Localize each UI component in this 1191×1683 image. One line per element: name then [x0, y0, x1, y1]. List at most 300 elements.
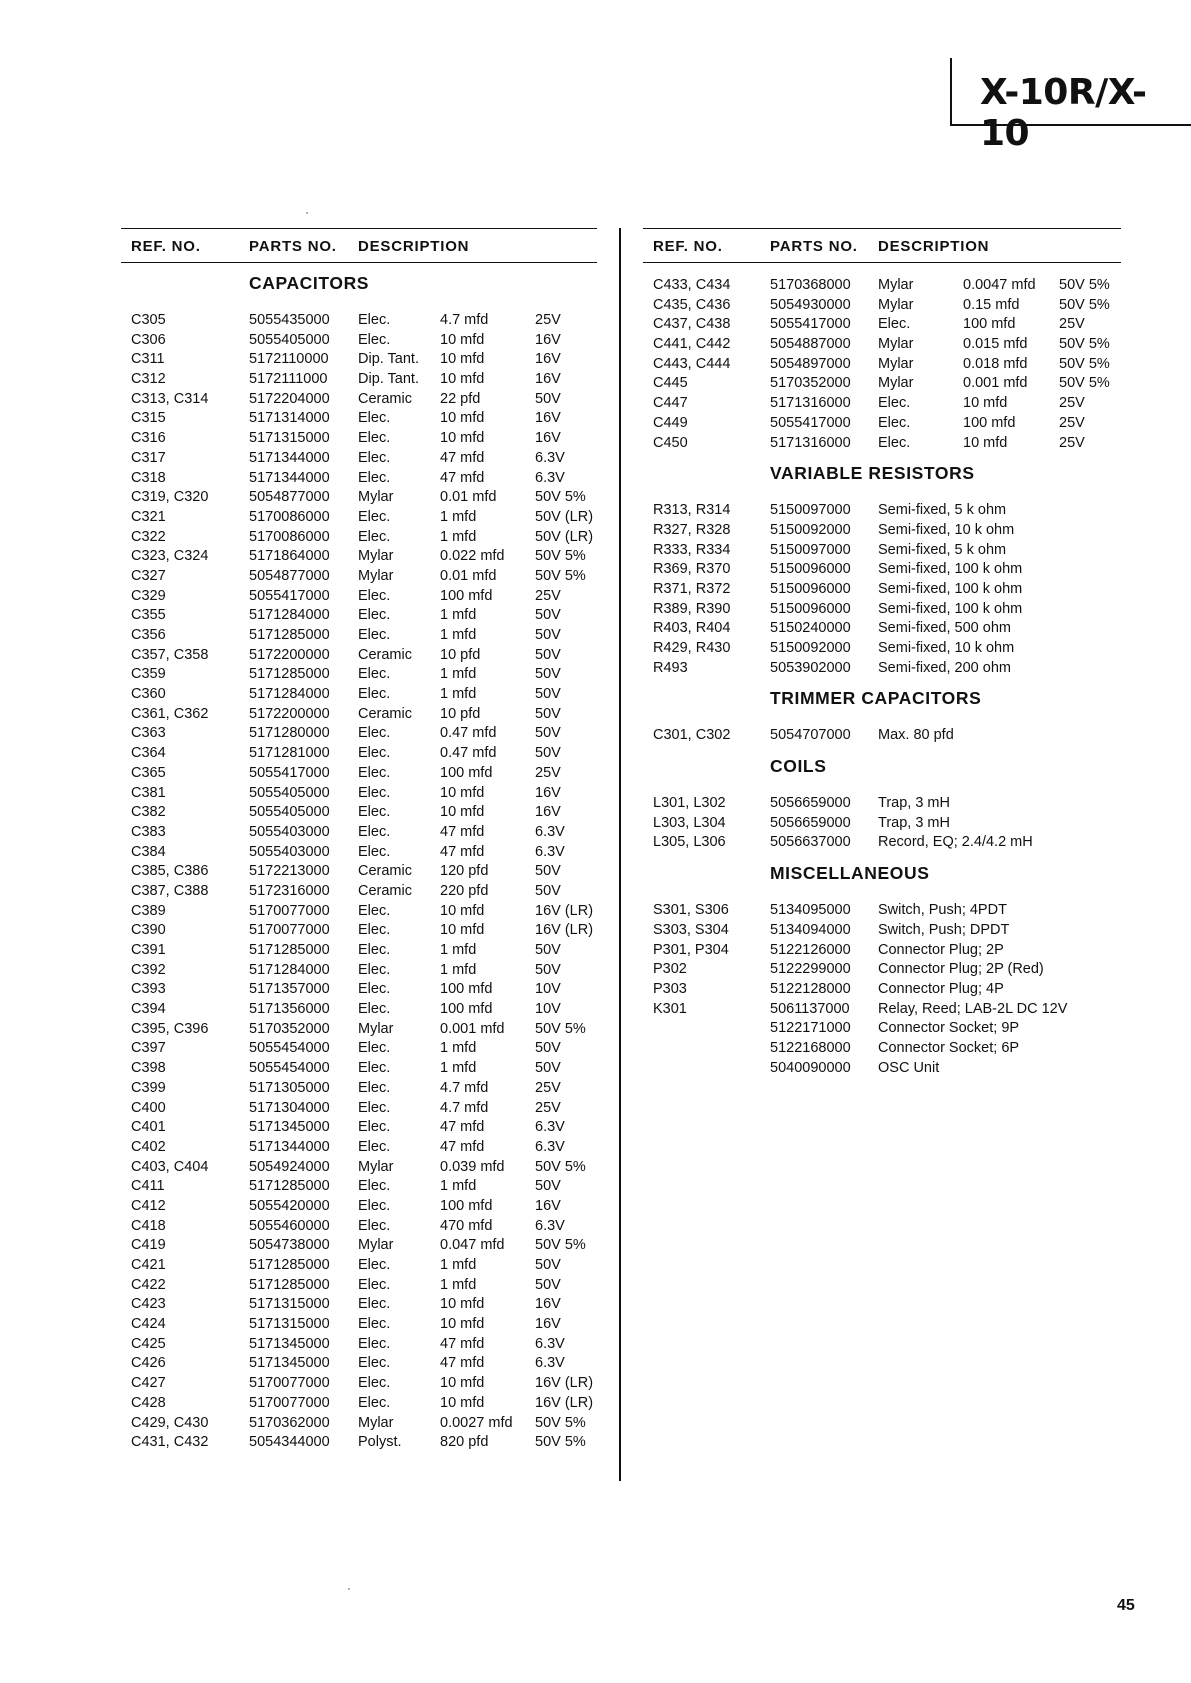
parts-row: [643, 901, 1121, 921]
type: Mylar: [878, 355, 914, 372]
ref-no: R389, R390: [653, 600, 731, 617]
parts-no: 5054738000: [249, 1237, 330, 1254]
parts-row: [121, 409, 597, 429]
parts-row: [643, 580, 1121, 600]
value: 4.7 mfd: [440, 312, 489, 328]
ref-no: S303, S304: [653, 921, 729, 938]
parts-row: [121, 1177, 597, 1197]
ref-no: C385, C386: [131, 863, 209, 880]
parts-row: [121, 1374, 597, 1394]
parts-row: [121, 1295, 597, 1315]
parts-no: 5172110000: [249, 351, 329, 368]
parts-no: 5171344000: [249, 469, 330, 486]
value: 47 mfd: [440, 1355, 485, 1372]
rating: 50V: [535, 607, 561, 624]
parts-no-header: PARTS NO.: [249, 238, 337, 255]
ref-no: C435, C436: [653, 296, 731, 313]
ref-no: C450: [653, 434, 688, 451]
value: 47 mfd: [440, 843, 485, 860]
parts-row: [121, 961, 597, 981]
parts-no: 5054897000: [770, 355, 851, 372]
value: 0.01 mfd: [440, 567, 497, 584]
parts-no: 5055417000: [770, 414, 851, 431]
parts-no: 5055420000: [249, 1197, 330, 1214]
parts-no: 5172111000: [249, 371, 328, 388]
parts-row: [121, 547, 597, 567]
rating: 50V: [535, 705, 561, 722]
rating: 6.3V: [535, 449, 565, 466]
value: 4.7 mfd: [440, 1099, 489, 1116]
description: Semi-fixed, 100 k ohm: [878, 600, 1023, 617]
description: OSC Unit: [878, 1059, 940, 1076]
parts-no: 5054887000: [770, 336, 851, 353]
parts-no: 5134094000: [770, 921, 851, 938]
ref-no: C322: [131, 528, 166, 545]
type: Elec.: [358, 1060, 391, 1077]
type: Elec.: [358, 1178, 391, 1195]
parts-row: [643, 960, 1121, 980]
parts-no: 5055405000: [249, 804, 330, 821]
parts-no: 5055417000: [249, 587, 330, 604]
rating: 50V 5%: [535, 1414, 586, 1431]
ref-no: C363: [131, 725, 166, 742]
value: 100 mfd: [440, 1001, 493, 1018]
value: 47 mfd: [440, 1335, 485, 1352]
type: Ceramic: [358, 646, 412, 663]
ref-no: R313, R314: [653, 502, 731, 519]
parts-row: [121, 1059, 597, 1079]
type: Elec.: [358, 922, 391, 939]
rating: 25V: [535, 1079, 561, 1096]
parts-no: 5055454000: [249, 1060, 330, 1077]
rating: 6.3V: [535, 469, 565, 486]
parts-row: [643, 639, 1121, 659]
parts-row: [643, 414, 1121, 434]
ref-no: C365: [131, 764, 166, 781]
type: Elec.: [358, 784, 391, 801]
type: Elec.: [358, 1335, 391, 1352]
ref-no: C306: [131, 331, 166, 348]
ref-no: C397: [131, 1040, 166, 1057]
parts-no: 5055435000: [249, 312, 330, 328]
rating: 50V 5%: [535, 548, 586, 565]
type: Elec.: [358, 508, 391, 525]
parts-row: [643, 1039, 1121, 1059]
parts-no: 5055417000: [770, 316, 851, 333]
type: Elec.: [358, 745, 391, 762]
parts-no: 5056637000: [770, 834, 851, 851]
ref-no: P303: [653, 980, 687, 997]
rating: 16V: [535, 351, 561, 368]
parts-no: 5171280000: [249, 725, 330, 742]
parts-row: [643, 1000, 1121, 1020]
parts-row: [643, 355, 1121, 375]
value: 10 pfd: [440, 646, 481, 663]
rating: 50V 5%: [1059, 355, 1110, 372]
rating: 50V (LR): [535, 528, 594, 545]
parts-row: [121, 1099, 597, 1119]
parts-row: [121, 1158, 597, 1178]
ref-no: C361, C362: [131, 705, 209, 722]
parts-no: 5134095000: [770, 902, 851, 919]
parts-no: 5054877000: [249, 567, 330, 584]
type: Elec.: [358, 725, 391, 742]
rating: 50V: [535, 863, 561, 880]
section-heading: [643, 746, 1121, 786]
rating: 50V 5%: [535, 1020, 586, 1037]
description: Connector Plug; 2P (Red): [878, 961, 1044, 978]
description-header: DESCRIPTION: [358, 238, 470, 255]
type: Elec.: [358, 331, 391, 348]
ref-no: C356: [131, 627, 166, 643]
value: 100 mfd: [440, 764, 493, 781]
ref-no: C403, C404: [131, 1158, 209, 1175]
rating: 50V: [535, 961, 561, 978]
type: Elec.: [358, 823, 391, 840]
parts-row: [121, 665, 597, 685]
parts-row: [121, 528, 597, 548]
parts-row: [121, 429, 597, 449]
rating: 25V: [535, 1099, 561, 1116]
parts-no: 5170352000: [770, 375, 851, 392]
rating: 16V (LR): [535, 922, 594, 939]
rating: 50V: [535, 745, 561, 762]
description: Connector Plug; 4P: [878, 980, 1004, 997]
ref-no: C421: [131, 1257, 166, 1273]
rating: 16V: [535, 430, 561, 447]
capacitor-list-continued: [643, 276, 1121, 453]
right-table-header: [643, 228, 1121, 263]
rating: 50V (LR): [535, 508, 594, 525]
section-capacitors: [121, 263, 597, 303]
value: 100 mfd: [963, 414, 1016, 431]
rating: 16V: [535, 1197, 561, 1214]
type: Mylar: [358, 1020, 394, 1037]
rating: 50V 5%: [535, 1237, 586, 1254]
rating: 25V: [535, 587, 561, 604]
value: 120 pfd: [440, 863, 489, 880]
value: 47 mfd: [440, 1119, 485, 1136]
value: 10 mfd: [440, 351, 485, 368]
rating: 16V: [535, 331, 561, 348]
ref-no: C305: [131, 312, 166, 328]
ref-no: C428: [131, 1394, 166, 1411]
type: Mylar: [358, 1158, 394, 1175]
parts-no: 5055405000: [249, 331, 330, 348]
rating: 50V 5%: [1059, 375, 1110, 392]
model-title: X-10R/X-10: [980, 72, 1147, 154]
type: Elec.: [358, 843, 391, 860]
rating: 50V: [535, 1178, 561, 1195]
rating: 25V: [535, 764, 561, 781]
value: 10 mfd: [440, 1394, 485, 1411]
rating: 16V: [535, 371, 561, 388]
description: Semi-fixed, 500 ohm: [878, 620, 1011, 637]
ref-no: C321: [131, 508, 166, 525]
ref-no: C427: [131, 1375, 166, 1392]
parts-no: 5122171000: [770, 1020, 851, 1037]
parts-row: [643, 1059, 1121, 1079]
description: Max. 80 pfd: [878, 727, 954, 744]
rating: 50V: [535, 1276, 561, 1293]
parts-row: [121, 1433, 597, 1453]
column-divider: [619, 228, 621, 1481]
parts-no: 5170077000: [249, 902, 330, 919]
parts-row: [643, 315, 1121, 335]
parts-row: [121, 1118, 597, 1138]
parts-no: 5171316000: [770, 395, 851, 412]
type: Dip. Tant.: [358, 351, 419, 368]
value: 100 mfd: [440, 587, 493, 604]
rating: 50V 5%: [535, 1158, 586, 1175]
parts-no: 5171284000: [249, 961, 330, 978]
ref-no: C359: [131, 666, 166, 683]
rating: 16V: [535, 1296, 561, 1313]
ref-no: S301, S306: [653, 902, 729, 919]
parts-row: [643, 560, 1121, 580]
ref-no-header: REF. NO.: [653, 238, 723, 255]
type: Ceramic: [358, 863, 412, 880]
rating: 50V: [535, 666, 561, 683]
description: Semi-fixed, 200 ohm: [878, 659, 1011, 676]
parts-row: [121, 764, 597, 784]
parts-no: 5150092000: [770, 521, 851, 538]
type: Mylar: [358, 489, 394, 506]
ref-no: C447: [653, 395, 688, 412]
parts-no: 5171285000: [249, 627, 330, 643]
parts-no: 5172200000: [249, 705, 330, 722]
parts-row: [121, 449, 597, 469]
type: Elec.: [358, 1355, 391, 1372]
value: 4.7 mfd: [440, 1079, 489, 1096]
ref-no: C382: [131, 804, 166, 821]
parts-row: [121, 784, 597, 804]
parts-no: 5040090000: [770, 1059, 851, 1076]
ref-no: C411: [131, 1178, 165, 1195]
type: Elec.: [358, 1296, 391, 1313]
parts-row: [121, 1315, 597, 1335]
type: Elec.: [358, 1394, 391, 1411]
type: Elec.: [878, 414, 911, 431]
ref-no-header: REF. NO.: [131, 238, 201, 255]
ref-no: C431, C432: [131, 1434, 209, 1451]
ref-no: C327: [131, 567, 166, 584]
parts-no: 5171345000: [249, 1355, 330, 1372]
parts-row: [121, 705, 597, 725]
value: 100 mfd: [440, 1197, 493, 1214]
ref-no: C425: [131, 1335, 166, 1352]
rating: 16V (LR): [535, 1394, 594, 1411]
parts-row: [121, 1394, 597, 1414]
value: 1 mfd: [440, 1257, 477, 1273]
parts-no: 5171304000: [249, 1099, 330, 1116]
value: 0.047 mfd: [440, 1237, 505, 1254]
value: 10 mfd: [440, 804, 485, 821]
type: Elec.: [358, 449, 391, 466]
parts-row: [643, 833, 1121, 853]
value: 0.47 mfd: [440, 725, 497, 742]
ref-no: C311: [131, 351, 165, 368]
type: Elec.: [358, 1257, 391, 1273]
scan-speck: [306, 212, 308, 214]
parts-row: [121, 646, 597, 666]
parts-no-header: PARTS NO.: [770, 238, 858, 255]
parts-no: 5056659000: [770, 814, 851, 831]
type: Elec.: [358, 1276, 391, 1293]
value: 10 mfd: [440, 371, 485, 388]
ref-no: L303, L304: [653, 814, 726, 831]
description: Switch, Push; DPDT: [878, 921, 1010, 938]
ref-no: C426: [131, 1355, 166, 1372]
value: 100 mfd: [963, 316, 1016, 333]
parts-row: [121, 606, 597, 626]
parts-row: [121, 1138, 597, 1158]
parts-no: 5150096000: [770, 600, 851, 617]
value: 0.0027 mfd: [440, 1414, 513, 1431]
description: Relay, Reed; LAB-2L DC 12V: [878, 1000, 1068, 1017]
value: 1 mfd: [440, 1040, 477, 1057]
parts-no: 5054344000: [249, 1434, 330, 1451]
parts-no: 5171345000: [249, 1335, 330, 1352]
ref-no: R371, R372: [653, 580, 731, 597]
type: Elec.: [358, 1316, 391, 1333]
type: Elec.: [358, 312, 391, 328]
parts-no: 5055403000: [249, 843, 330, 860]
parts-no: 5171284000: [249, 607, 330, 624]
parts-row: [643, 374, 1121, 394]
rating: 16V: [535, 784, 561, 801]
value: 10 mfd: [440, 922, 485, 939]
value: 0.001 mfd: [963, 375, 1028, 392]
type: Elec.: [358, 587, 391, 604]
parts-no: 5171305000: [249, 1079, 330, 1096]
type: Elec.: [358, 1079, 391, 1096]
type: Elec.: [358, 528, 391, 545]
parts-no: 5170077000: [249, 1375, 330, 1392]
ref-no: R493: [653, 659, 688, 676]
rating: 6.3V: [535, 1335, 565, 1352]
value: 470 mfd: [440, 1217, 493, 1234]
rating: 50V: [535, 646, 561, 663]
page-number: 45: [1117, 1597, 1135, 1614]
type: Elec.: [358, 686, 391, 703]
parts-no: 5170362000: [249, 1414, 330, 1431]
type: Elec.: [358, 804, 391, 821]
parts-row: [643, 521, 1121, 541]
parts-no: 5172213000: [249, 863, 330, 880]
description: Connector Plug; 2P: [878, 941, 1004, 958]
rating: 50V: [535, 627, 561, 643]
type: Elec.: [358, 627, 391, 643]
ref-no: C383: [131, 823, 166, 840]
ref-no: R429, R430: [653, 640, 731, 656]
parts-row: [121, 882, 597, 902]
parts-no: 5170077000: [249, 1394, 330, 1411]
left-table-header: [121, 228, 597, 263]
parts-row: [643, 394, 1121, 414]
value: 10 mfd: [440, 1316, 485, 1333]
parts-no: 5171285000: [249, 942, 330, 958]
value: 10 mfd: [440, 410, 485, 427]
parts-no: 5150092000: [770, 640, 851, 656]
ref-no: C422: [131, 1276, 166, 1293]
value: 10 mfd: [963, 395, 1008, 412]
ref-no: C384: [131, 843, 166, 860]
value: 100 mfd: [440, 981, 493, 998]
rating: 6.3V: [535, 1138, 565, 1155]
parts-row: [121, 1335, 597, 1355]
section-title: CAPACITORS: [249, 273, 370, 293]
rating: 10V: [535, 1001, 561, 1018]
capacitor-list: [121, 311, 597, 1453]
ref-no: C329: [131, 587, 166, 604]
parts-row: [643, 659, 1121, 679]
value: 0.0047 mfd: [963, 277, 1036, 293]
parts-no: 5054924000: [249, 1158, 330, 1175]
rating: 6.3V: [535, 1119, 565, 1136]
ref-no: K301: [653, 1000, 687, 1017]
parts-row: [121, 843, 597, 863]
value: 1 mfd: [440, 627, 477, 643]
rating: 50V 5%: [1059, 296, 1110, 313]
ref-no: C429, C430: [131, 1414, 209, 1431]
ref-no: C357, C358: [131, 646, 209, 663]
parts-no: 5061137000: [770, 1000, 850, 1017]
rating: 6.3V: [535, 1355, 565, 1372]
ref-no: C437, C438: [653, 316, 731, 333]
type: Mylar: [358, 1237, 394, 1254]
type: Ceramic: [358, 705, 412, 722]
left-column: [121, 228, 597, 1453]
parts-no: 5171284000: [249, 686, 330, 703]
rating: 16V: [535, 410, 561, 427]
parts-row: [121, 331, 597, 351]
type: Ceramic: [358, 882, 412, 899]
parts-row: [643, 726, 1121, 746]
parts-row: [121, 941, 597, 961]
rating: 16V (LR): [535, 1375, 594, 1392]
parts-row: [121, 390, 597, 410]
value: 0.022 mfd: [440, 548, 505, 565]
rating: 50V: [535, 942, 561, 958]
parts-row: [121, 1020, 597, 1040]
type: Elec.: [358, 1375, 391, 1392]
type: Elec.: [358, 430, 391, 447]
parts-row: [121, 1217, 597, 1237]
rating: 50V: [535, 725, 561, 742]
parts-no: 5171285000: [249, 666, 330, 683]
ref-no: L305, L306: [653, 834, 726, 851]
ref-no: C317: [131, 449, 166, 466]
type: Mylar: [358, 567, 394, 584]
ref-no: C395, C396: [131, 1020, 209, 1037]
parts-no: 5055405000: [249, 784, 330, 801]
parts-no: 5171315000: [249, 430, 330, 447]
rating: 50V 5%: [1059, 336, 1110, 353]
ref-no: C301, C302: [653, 727, 731, 744]
value: 1 mfd: [440, 1178, 477, 1195]
parts-row: [121, 587, 597, 607]
type: Elec.: [358, 607, 391, 624]
parts-row: [121, 803, 597, 823]
parts-no: 5171315000: [249, 1296, 330, 1313]
parts-row: [643, 814, 1121, 834]
parts-no: 5170077000: [249, 922, 330, 939]
parts-no: 5054707000: [770, 727, 851, 744]
ref-no: C401: [131, 1119, 166, 1136]
ref-no: C398: [131, 1060, 166, 1077]
description: Semi-fixed, 10 k ohm: [878, 521, 1015, 538]
